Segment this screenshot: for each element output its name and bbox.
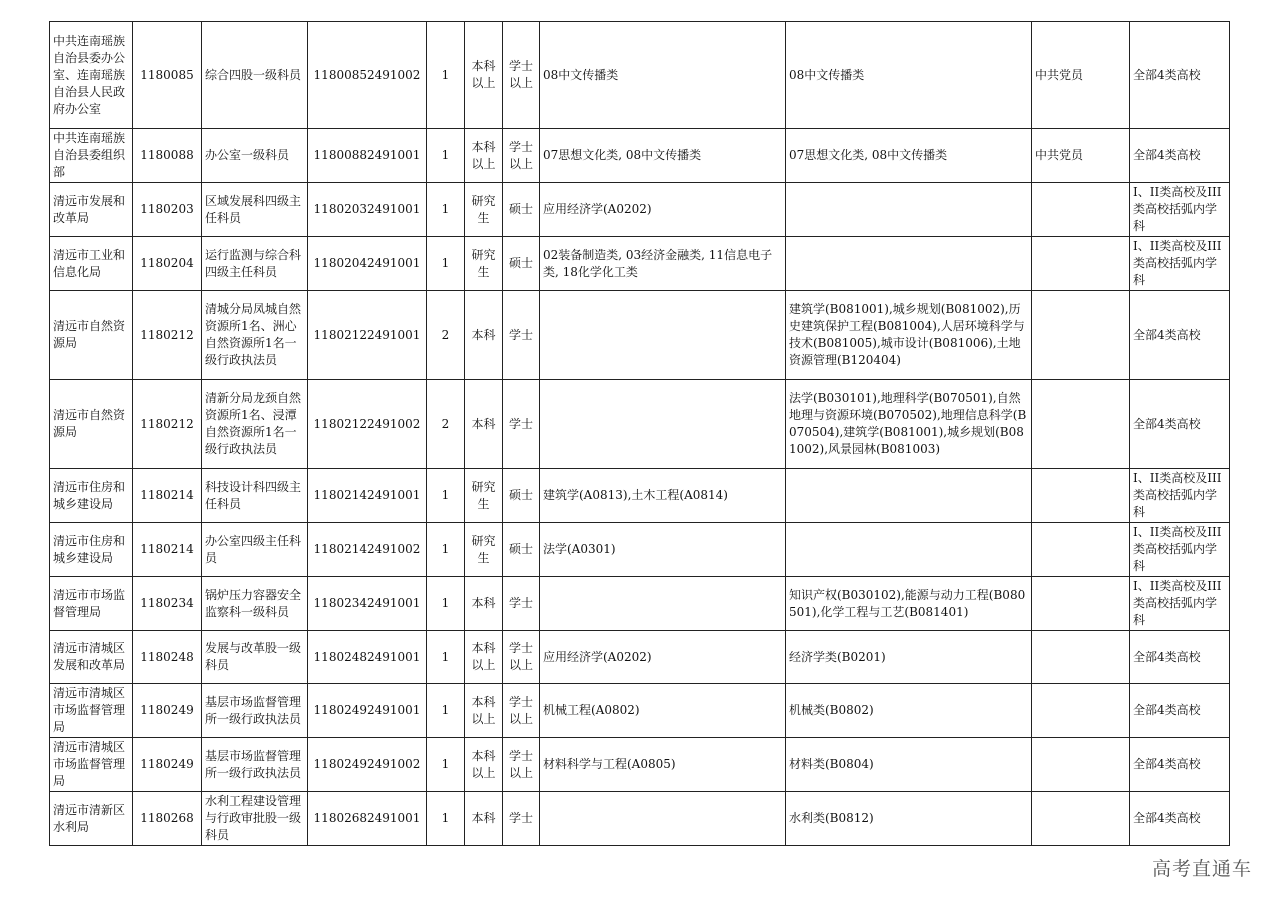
position-code-cell: 11802122491002	[308, 380, 427, 469]
undergraduate-major-cell: 机械类(B0802)	[786, 684, 1032, 738]
employer-unit-cell: 清远市发展和改革局	[50, 183, 133, 237]
degree-requirement-cell: 学士	[503, 380, 540, 469]
degree-requirement-cell: 学士以上	[503, 631, 540, 684]
position-code-cell: 11802042491001	[308, 237, 427, 291]
degree-requirement-cell: 学士	[503, 792, 540, 846]
position-code-cell: 11802032491001	[308, 183, 427, 237]
position-title-cell: 清城分局凤城自然资源所1名、洲心自然资源所1名一级行政执法员	[202, 291, 308, 380]
political-status-cell	[1032, 237, 1130, 291]
degree-requirement-cell: 学士	[503, 291, 540, 380]
education-requirement-cell: 本科	[465, 577, 503, 631]
table-row	[50, 183, 1230, 237]
unit-code-cell: 1180212	[133, 380, 202, 469]
table-row	[50, 738, 1230, 792]
position-title-cell: 运行监测与综合科四级主任科员	[202, 237, 308, 291]
graduate-major-cell: 08中文传播类	[540, 22, 786, 129]
position-title-cell: 办公室四级主任科员	[202, 523, 308, 577]
table-row	[50, 523, 1230, 577]
political-status-cell	[1032, 631, 1130, 684]
graduate-major-cell: 应用经济学(A0202)	[540, 183, 786, 237]
table-row	[50, 380, 1230, 469]
education-requirement-cell: 本科以上	[465, 22, 503, 129]
position-code-cell: 11802492491001	[308, 684, 427, 738]
employer-unit-cell: 清远市住房和城乡建设局	[50, 469, 133, 523]
unit-code-cell: 1180214	[133, 469, 202, 523]
position-title-cell: 区域发展科四级主任科员	[202, 183, 308, 237]
position-title-cell: 水利工程建设管理与行政审批股一级科员	[202, 792, 308, 846]
school-category-cell: 全部4类高校	[1130, 631, 1230, 684]
undergraduate-major-cell: 建筑学(B081001),城乡规划(B081002),历史建筑保护工程(B081004),人居环境科学与技术(B081005),城市设计(B081006),土地资源管理(B120404)	[786, 291, 1032, 380]
position-title-cell: 科技设计科四级主任科员	[202, 469, 308, 523]
position-code-cell: 11802142491002	[308, 523, 427, 577]
unit-code-cell: 1180248	[133, 631, 202, 684]
position-code-cell: 11802142491001	[308, 469, 427, 523]
political-status-cell: 中共党员	[1032, 129, 1130, 183]
position-code-cell: 11800852491002	[308, 22, 427, 129]
recruitment-table	[49, 21, 1230, 846]
graduate-major-cell	[540, 380, 786, 469]
table-body	[50, 22, 1230, 846]
graduate-major-cell: 应用经济学(A0202)	[540, 631, 786, 684]
undergraduate-major-cell: 07思想文化类, 08中文传播类	[786, 129, 1032, 183]
education-requirement-cell: 研究生	[465, 183, 503, 237]
unit-code-cell: 1180212	[133, 291, 202, 380]
undergraduate-major-cell: 知识产权(B030102),能源与动力工程(B080501),化学工程与工艺(B081401)	[786, 577, 1032, 631]
table-row	[50, 684, 1230, 738]
employer-unit-cell: 清远市自然资源局	[50, 291, 133, 380]
political-status-cell	[1032, 380, 1130, 469]
undergraduate-major-cell	[786, 183, 1032, 237]
employer-unit-cell: 清远市清城区发展和改革局	[50, 631, 133, 684]
education-requirement-cell: 本科	[465, 792, 503, 846]
school-category-cell: 全部4类高校	[1130, 380, 1230, 469]
position-code-cell: 11800882491001	[308, 129, 427, 183]
employer-unit-cell: 清远市清城区市场监督管理局	[50, 684, 133, 738]
undergraduate-major-cell	[786, 523, 1032, 577]
undergraduate-major-cell: 材料类(B0804)	[786, 738, 1032, 792]
employer-unit-cell: 清远市自然资源局	[50, 380, 133, 469]
undergraduate-major-cell: 法学(B030101),地理科学(B070501),自然地理与资源环境(B070502),地理信息科学(B070504),建筑学(B081001),城乡规划(B081002),风景园林(B081003)	[786, 380, 1032, 469]
school-category-cell: I、II类高校及III类高校括弧内学科	[1130, 237, 1230, 291]
table-row	[50, 792, 1230, 846]
graduate-major-cell	[540, 577, 786, 631]
degree-requirement-cell: 学士以上	[503, 22, 540, 129]
hire-count-cell: 1	[427, 523, 465, 577]
position-code-cell: 11802682491001	[308, 792, 427, 846]
degree-requirement-cell: 硕士	[503, 469, 540, 523]
employer-unit-cell: 中共连南瑶族自治县委办公室、连南瑶族自治县人民政府办公室	[50, 22, 133, 129]
political-status-cell	[1032, 738, 1130, 792]
education-requirement-cell: 本科以上	[465, 631, 503, 684]
table-row	[50, 237, 1230, 291]
undergraduate-major-cell: 经济学类(B0201)	[786, 631, 1032, 684]
degree-requirement-cell: 学士以上	[503, 738, 540, 792]
hire-count-cell: 1	[427, 129, 465, 183]
position-title-cell: 基层市场监督管理所一级行政执法员	[202, 684, 308, 738]
unit-code-cell: 1180204	[133, 237, 202, 291]
hire-count-cell: 1	[427, 237, 465, 291]
school-category-cell: I、II类高校及III类高校括弧内学科	[1130, 469, 1230, 523]
education-requirement-cell: 研究生	[465, 237, 503, 291]
political-status-cell	[1032, 291, 1130, 380]
undergraduate-major-cell: 08中文传播类	[786, 22, 1032, 129]
school-category-cell: 全部4类高校	[1130, 792, 1230, 846]
school-category-cell: 全部4类高校	[1130, 684, 1230, 738]
education-requirement-cell: 研究生	[465, 469, 503, 523]
school-category-cell: I、II类高校及III类高校括弧内学科	[1130, 183, 1230, 237]
degree-requirement-cell: 学士	[503, 577, 540, 631]
education-requirement-cell: 本科以上	[465, 738, 503, 792]
education-requirement-cell: 研究生	[465, 523, 503, 577]
hire-count-cell: 1	[427, 469, 465, 523]
political-status-cell	[1032, 523, 1130, 577]
political-status-cell: 中共党员	[1032, 22, 1130, 129]
graduate-major-cell: 07思想文化类, 08中文传播类	[540, 129, 786, 183]
employer-unit-cell: 清远市清城区市场监督管理局	[50, 738, 133, 792]
watermark-text: 高考直通车	[1151, 858, 1252, 880]
table-row	[50, 22, 1230, 129]
degree-requirement-cell: 硕士	[503, 523, 540, 577]
position-title-cell: 锅炉压力容器安全监察科一级科员	[202, 577, 308, 631]
education-requirement-cell: 本科	[465, 291, 503, 380]
graduate-major-cell	[540, 792, 786, 846]
undergraduate-major-cell	[786, 469, 1032, 523]
education-requirement-cell: 本科以上	[465, 129, 503, 183]
political-status-cell	[1032, 792, 1130, 846]
education-requirement-cell: 本科	[465, 380, 503, 469]
table-row	[50, 129, 1230, 183]
school-category-cell: 全部4类高校	[1130, 22, 1230, 129]
unit-code-cell: 1180085	[133, 22, 202, 129]
table-row	[50, 577, 1230, 631]
unit-code-cell: 1180203	[133, 183, 202, 237]
unit-code-cell: 1180214	[133, 523, 202, 577]
employer-unit-cell: 清远市住房和城乡建设局	[50, 523, 133, 577]
table-row	[50, 469, 1230, 523]
employer-unit-cell: 中共连南瑶族自治县委组织部	[50, 129, 133, 183]
school-category-cell: I、II类高校及III类高校括弧内学科	[1130, 523, 1230, 577]
position-title-cell: 清新分局龙颈自然资源所1名、浸潭自然资源所1名一级行政执法员	[202, 380, 308, 469]
unit-code-cell: 1180088	[133, 129, 202, 183]
employer-unit-cell: 清远市市场监督管理局	[50, 577, 133, 631]
hire-count-cell: 1	[427, 22, 465, 129]
political-status-cell	[1032, 684, 1130, 738]
unit-code-cell: 1180234	[133, 577, 202, 631]
graduate-major-cell: 材料科学与工程(A0805)	[540, 738, 786, 792]
graduate-major-cell: 机械工程(A0802)	[540, 684, 786, 738]
position-code-cell: 11802482491001	[308, 631, 427, 684]
school-category-cell: 全部4类高校	[1130, 738, 1230, 792]
employer-unit-cell: 清远市工业和信息化局	[50, 237, 133, 291]
education-requirement-cell: 本科以上	[465, 684, 503, 738]
undergraduate-major-cell: 水利类(B0812)	[786, 792, 1032, 846]
hire-count-cell: 1	[427, 183, 465, 237]
unit-code-cell: 1180249	[133, 738, 202, 792]
degree-requirement-cell: 学士以上	[503, 129, 540, 183]
hire-count-cell: 2	[427, 380, 465, 469]
degree-requirement-cell: 学士以上	[503, 684, 540, 738]
position-title-cell: 基层市场监督管理所一级行政执法员	[202, 738, 308, 792]
graduate-major-cell: 建筑学(A0813),土木工程(A0814)	[540, 469, 786, 523]
political-status-cell	[1032, 577, 1130, 631]
position-title-cell: 综合四股一级科员	[202, 22, 308, 129]
graduate-major-cell: 02装备制造类, 03经济金融类, 11信息电子类, 18化学化工类	[540, 237, 786, 291]
hire-count-cell: 1	[427, 792, 465, 846]
school-category-cell: 全部4类高校	[1130, 291, 1230, 380]
table-row	[50, 631, 1230, 684]
unit-code-cell: 1180268	[133, 792, 202, 846]
hire-count-cell: 1	[427, 738, 465, 792]
unit-code-cell: 1180249	[133, 684, 202, 738]
hire-count-cell: 1	[427, 631, 465, 684]
table-row	[50, 291, 1230, 380]
employer-unit-cell: 清远市清新区水利局	[50, 792, 133, 846]
graduate-major-cell	[540, 291, 786, 380]
hire-count-cell: 1	[427, 577, 465, 631]
school-category-cell: 全部4类高校	[1130, 129, 1230, 183]
position-code-cell: 11802342491001	[308, 577, 427, 631]
position-code-cell: 11802122491001	[308, 291, 427, 380]
position-title-cell: 办公室一级科员	[202, 129, 308, 183]
political-status-cell	[1032, 469, 1130, 523]
political-status-cell	[1032, 183, 1130, 237]
degree-requirement-cell: 硕士	[503, 237, 540, 291]
position-title-cell: 发展与改革股一级科员	[202, 631, 308, 684]
undergraduate-major-cell	[786, 237, 1032, 291]
degree-requirement-cell: 硕士	[503, 183, 540, 237]
hire-count-cell: 1	[427, 684, 465, 738]
graduate-major-cell: 法学(A0301)	[540, 523, 786, 577]
school-category-cell: I、II类高校及III类高校括弧内学科	[1130, 577, 1230, 631]
hire-count-cell: 2	[427, 291, 465, 380]
position-code-cell: 11802492491002	[308, 738, 427, 792]
